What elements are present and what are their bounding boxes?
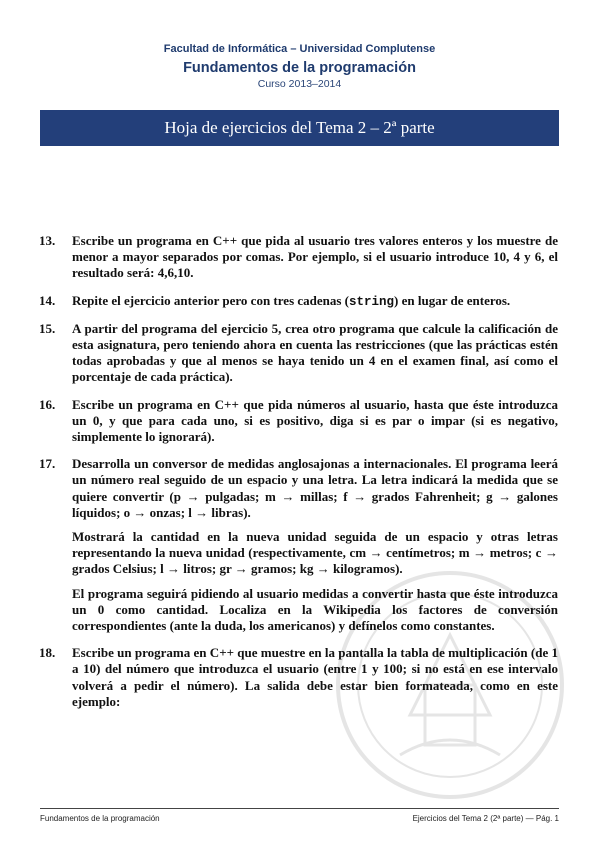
exercise-14 <box>0 293 599 310</box>
exercise-text <box>72 645 558 710</box>
exercise-number: 13. <box>39 233 56 248</box>
exercise-number: 17. <box>39 456 56 472</box>
exercise-text <box>72 233 558 282</box>
exercise-paragraph: El programa seguirá pidiendo al usuario medidas a convertir hasta que éste introduzca un 0 como cantidad. Localiza en la Wikipedia los factores de conversión correspondientes (ante la duda, los americanos) y defínelos como constantes. <box>72 585 558 634</box>
exercise-number: 16. <box>39 396 56 412</box>
sheet-title-banner: Hoja de ejercicios del Tema 2 – 2ª parte <box>40 110 559 146</box>
document-header <box>0 42 599 91</box>
exercise-text <box>72 321 558 386</box>
exercise-paragraph: Escribe un programa en C++ que muestre en la pantalla la tabla de multiplicación (de 1 a 10) del número que introduzca el usuario (entre 1 y 100; si no está en ese intervalo volverá a pedir el número). La salida debe estar bien formateada, como en este ejemplo: <box>72 645 558 709</box>
exercise-16 <box>0 397 599 446</box>
exercise-number: 18. <box>39 645 56 661</box>
exercise-number: 15. <box>39 320 56 336</box>
exercise-paragraph: Escribe un programa en C++ que pida al usuario tres valores enteros y los muestre de menor a mayor separados por comas. Por ejemplo, si el usuario introduce 10, 4 y 6, el resultado será: 4,6,10. <box>72 233 558 281</box>
exercise-paragraph: Desarrolla un conversor de medidas anglosajonas a internacionales. El programa leerá un número real seguido de un espacio y una letra. La letra indicará la medida que se quiere convertir (p → pulgadas; m → millas; f → grados Fahrenheit; g → galones líquidos; o → onzas; l → libras). <box>72 456 558 520</box>
exercise-text <box>72 456 558 634</box>
code-keyword: string <box>349 294 395 309</box>
exercise-paragraph: Escribe un programa en C++ que pida números al usuario, hasta que éste introduzca un 0, y que para cada uno, si es positivo, diga si es par o impar (si es negativo, simplemente lo ignorará). <box>72 396 558 445</box>
exercise-paragraph: Mostrará la cantidad en la nueva unidad seguida de un espacio y otras letras representando la nueva unidad (respectivamente, cm → centímetros; m → metros; c → grados Celsius; l → litros; gr → gramos; kg → kilogramos). <box>72 529 558 577</box>
course-title: Fundamentos de la programación <box>183 60 416 76</box>
exercise-text <box>72 397 558 446</box>
footer-right: Ejercicios del Tema 2 (2ª parte) — Pág. 1 <box>412 814 559 823</box>
exercise-number: 14. <box>39 292 56 308</box>
exercise-17 <box>0 456 599 634</box>
text-fragment: Repite el ejercicio anterior pero con tres cadenas ( <box>72 292 350 308</box>
footer-left: Fundamentos de la programación <box>40 814 160 823</box>
text-fragment: ) en lugar de enteros. <box>394 292 511 308</box>
faculty-line: Facultad de Informática – Universidad Complutense <box>163 43 436 55</box>
course-year: Curso 2013–2014 <box>257 78 342 90</box>
exercise-18 <box>0 645 599 710</box>
exercise-paragraph: A partir del programa del ejercicio 5, crea otro programa que calcule la calificación de esta asignatura, pero teniendo ahora en cuenta las restricciones (que las prácticas estén todas aprobadas y que al menos se haya tenido un 4 en el examen final, así como el porcentaje de cada práctica). <box>72 320 558 385</box>
footer-divider <box>40 808 559 809</box>
exercise-paragraph <box>72 293 558 310</box>
exercise-15 <box>0 321 599 386</box>
exercise-13 <box>0 233 599 282</box>
exercise-list <box>0 233 599 721</box>
exercise-text <box>72 293 558 310</box>
